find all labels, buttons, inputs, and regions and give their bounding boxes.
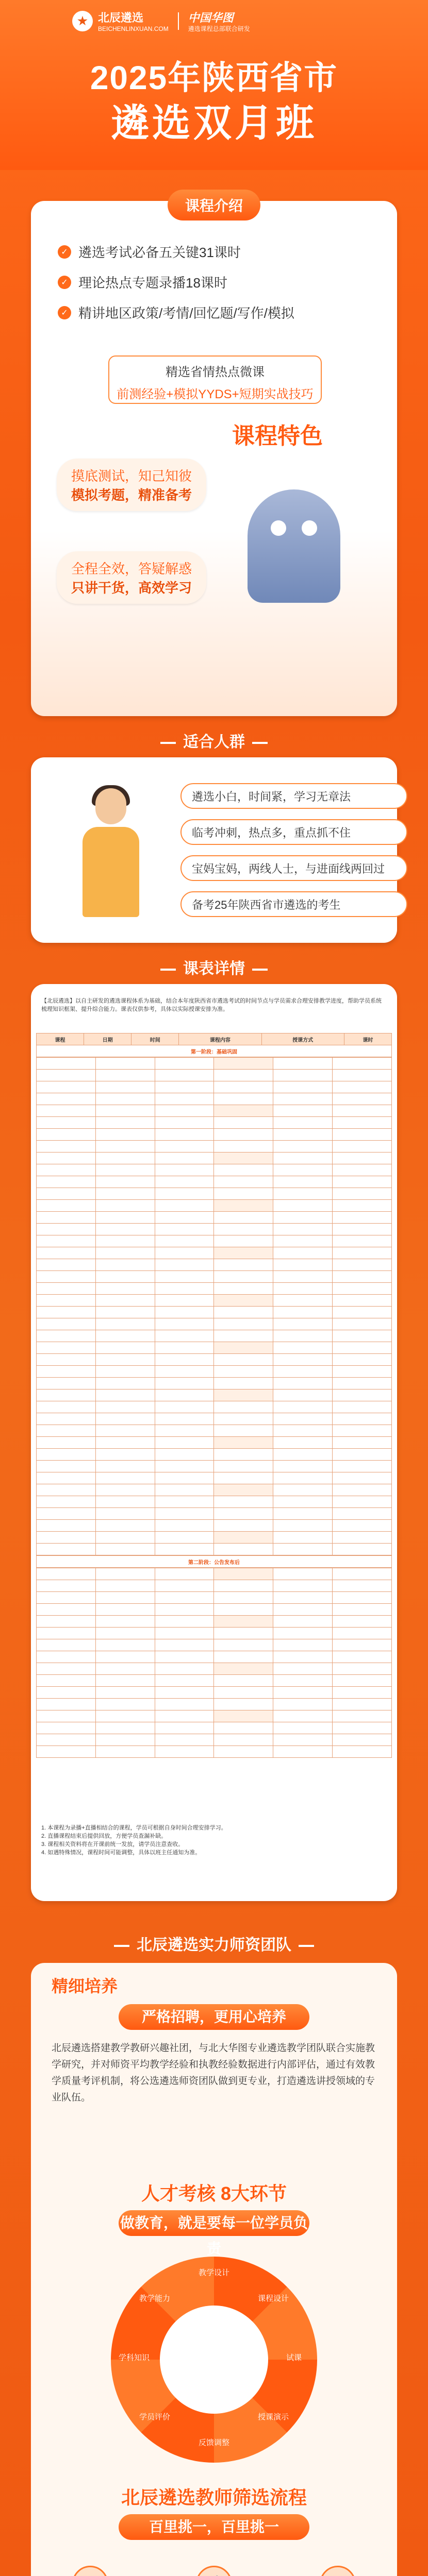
table-row (37, 1544, 392, 1555)
flow-step (299, 2566, 376, 2576)
check-icon: ✓ (58, 276, 71, 289)
table-row (37, 1710, 392, 1722)
table-row (37, 1663, 392, 1675)
exam-icon (196, 2566, 232, 2576)
table-row (37, 1616, 392, 1628)
table-row (37, 1413, 392, 1425)
table-row (37, 1651, 392, 1663)
flow-title: 北辰遴选教师筛选流程 (121, 2487, 307, 2508)
feature-bubble: 摸底测试，知己知彼 模拟考题，精准备考 (57, 459, 206, 511)
logo-mark-icon: ★ (72, 11, 93, 31)
partner-name: 中国华图 (188, 11, 234, 24)
table-row (37, 1508, 392, 1520)
course-intro-card (31, 198, 397, 716)
course-intro-title: 课程介绍 (168, 190, 260, 221)
intro-item: ✓ 理论热点专题录播18课时 (58, 273, 367, 292)
strength-card (31, 1963, 397, 2576)
table-row (37, 1389, 392, 1401)
table-row (37, 1699, 392, 1710)
table-row (37, 1117, 392, 1129)
feature-line1: 精选省情热点微课 (166, 365, 265, 379)
header (0, 0, 428, 170)
table-row (37, 1675, 392, 1687)
table-row (37, 1639, 392, 1651)
table-row (37, 1093, 392, 1105)
table-row (37, 1235, 392, 1247)
wheel-center (160, 2306, 268, 2414)
table-row (37, 1200, 392, 1212)
flow-step (175, 2566, 253, 2576)
audience-item: 遴选小白，时间紧，学习无章法 (180, 783, 407, 809)
page-title-line1: 2025年陕西省市 (90, 59, 338, 96)
partner-sub: 遴选课程总部联合研发 (188, 25, 250, 32)
schedule-notes: 1. 本课程为录播+直播相结合的课程，学员可根据自身时间合理安排学习。 2. 直播课程结束后提供回放，方便学员查漏补缺。 3. 课程相关资料将在开课前统一发放，请学员注意查收。 4. 如遇特殊情况，课程时间可能调整，具体以班主任通知为准。 (41, 1825, 227, 1856)
table-row (37, 1532, 392, 1544)
table-row (37, 1604, 392, 1616)
training-tag: 严格招聘，更用心培养 (119, 2004, 309, 2030)
table-row (37, 1259, 392, 1271)
table-row (37, 1568, 392, 1580)
table-row (37, 1461, 392, 1472)
table-row (37, 1070, 392, 1081)
audience-title: 适合人群 (0, 729, 428, 752)
table-row (37, 1425, 392, 1437)
table-row (37, 1354, 392, 1366)
intro-item: ✓ 精讲地区政策/考情/回忆题/写作/模拟 (58, 303, 367, 322)
table-row (37, 1295, 392, 1307)
training-text: 北辰遴选搭建教学教研兴趣社团，与北大华图专业遴选教学团队联合实施教学研究，并对师资平均教学经验和执教经验数据进行内部评估，通过有效教学质量考评机制，将公选遴选师资团队做到更专业，打造遴选讲授领域的专业队伍。 (52, 2043, 375, 2103)
audience-item: 备考25年陕西省市遴选的考生 (180, 891, 407, 917)
schedule-table: 课程 日期 时间 课程内容 授课方式 课时 第一阶段：基础巩固 (36, 1033, 392, 1057)
table-row (37, 1105, 392, 1117)
feature-line2: 前测经验+模拟YYDS+短期实战技巧 (117, 387, 314, 401)
table-row (37, 1058, 392, 1070)
table-row (37, 1318, 392, 1330)
brand-logo (72, 9, 250, 32)
audience-card (31, 757, 397, 943)
table-row (37, 1592, 392, 1604)
intro-item: ✓ 遴选考试必备五关键31课时 (58, 242, 367, 261)
table-row (37, 1153, 392, 1164)
teacher-illustration (72, 788, 150, 917)
teach-icon (320, 2566, 356, 2576)
table-row (37, 1484, 392, 1496)
table-row (37, 1580, 392, 1592)
table-row (37, 1378, 392, 1389)
flow-sub: 百里挑一，百里挑一 (119, 2514, 309, 2540)
table-row (37, 1224, 392, 1235)
schedule-rows-phase2 (36, 1568, 392, 1758)
table-row (37, 1271, 392, 1283)
schedule-title: 课表详情 (0, 956, 428, 978)
table-row (37, 1628, 392, 1639)
table-row (37, 1247, 392, 1259)
table-row (37, 1283, 392, 1295)
table-row (37, 1366, 392, 1378)
table-row (37, 1330, 392, 1342)
assessment-wheel: 教学设计 课程设计 试课 授课演示 反馈调整 学员评价 学科知识 教学能力 (111, 2257, 317, 2463)
table-row (37, 1496, 392, 1508)
brand-name: 北辰遴选 (98, 11, 144, 24)
table-row (37, 1687, 392, 1699)
table-row (37, 1472, 392, 1484)
table-row (37, 1722, 392, 1734)
mascot-illustration (248, 489, 340, 603)
phase1-label: 第一阶段：基础巩固 (37, 1045, 392, 1057)
audience-item: 临考冲刺，热点多，重点抓不住 (180, 819, 407, 845)
table-row (37, 1212, 392, 1224)
table-row (37, 1401, 392, 1413)
table-row (37, 1734, 392, 1746)
flow-step (52, 2566, 129, 2576)
feature-box (108, 355, 322, 404)
table-row (37, 1176, 392, 1188)
table-row (37, 1081, 392, 1093)
table-row (37, 1746, 392, 1758)
eight-sub: 做教育，就是要每一位学员负责 (119, 2210, 309, 2236)
eight-title: 人才考核 8大环节 (141, 2183, 287, 2204)
check-icon: ✓ (58, 306, 71, 319)
check-icon: ✓ (58, 245, 71, 259)
table-row (37, 1141, 392, 1153)
table-row (37, 1437, 392, 1449)
page-title-line2: 遴选双月班 (111, 101, 317, 144)
brand-en: BEICHENLINXUAN.COM (98, 25, 169, 32)
table-row (37, 1164, 392, 1176)
schedule-intro: 【北辰遴选】以自主研发的遴选课程体系为基础，结合本年度陕西省市遴选考试的时间节点与学员需求合理安排教学进度，帮助学员系统梳理知识框架、提升综合能力。课表仅供参考，具体以实际授课安排为准。 (41, 998, 382, 1012)
intro-list (58, 242, 367, 333)
schedule-table-wrap (36, 1033, 392, 1758)
resume-icon (72, 2566, 108, 2576)
schedule-rows-phase1 (36, 1057, 392, 1555)
table-row (37, 1520, 392, 1532)
training-title: 精细培养 (52, 1977, 118, 1995)
table-row (37, 1449, 392, 1461)
table-row (37, 1188, 392, 1200)
phase2-label: 第二阶段：公告发布后 (37, 1556, 392, 1568)
special-title: 课程特色 (232, 423, 323, 449)
feature-bubble: 全程全效，答疑解惑 只讲干货，高效学习 (57, 551, 206, 604)
table-row (37, 1129, 392, 1141)
schedule-card (31, 984, 397, 1901)
table-row (37, 1342, 392, 1354)
audience-item: 宝妈宝妈，两线人士，与进面线两回过 (180, 855, 407, 881)
table-row (37, 1307, 392, 1318)
strength-title: 北辰遴选实力师资团队 (0, 1932, 428, 1955)
